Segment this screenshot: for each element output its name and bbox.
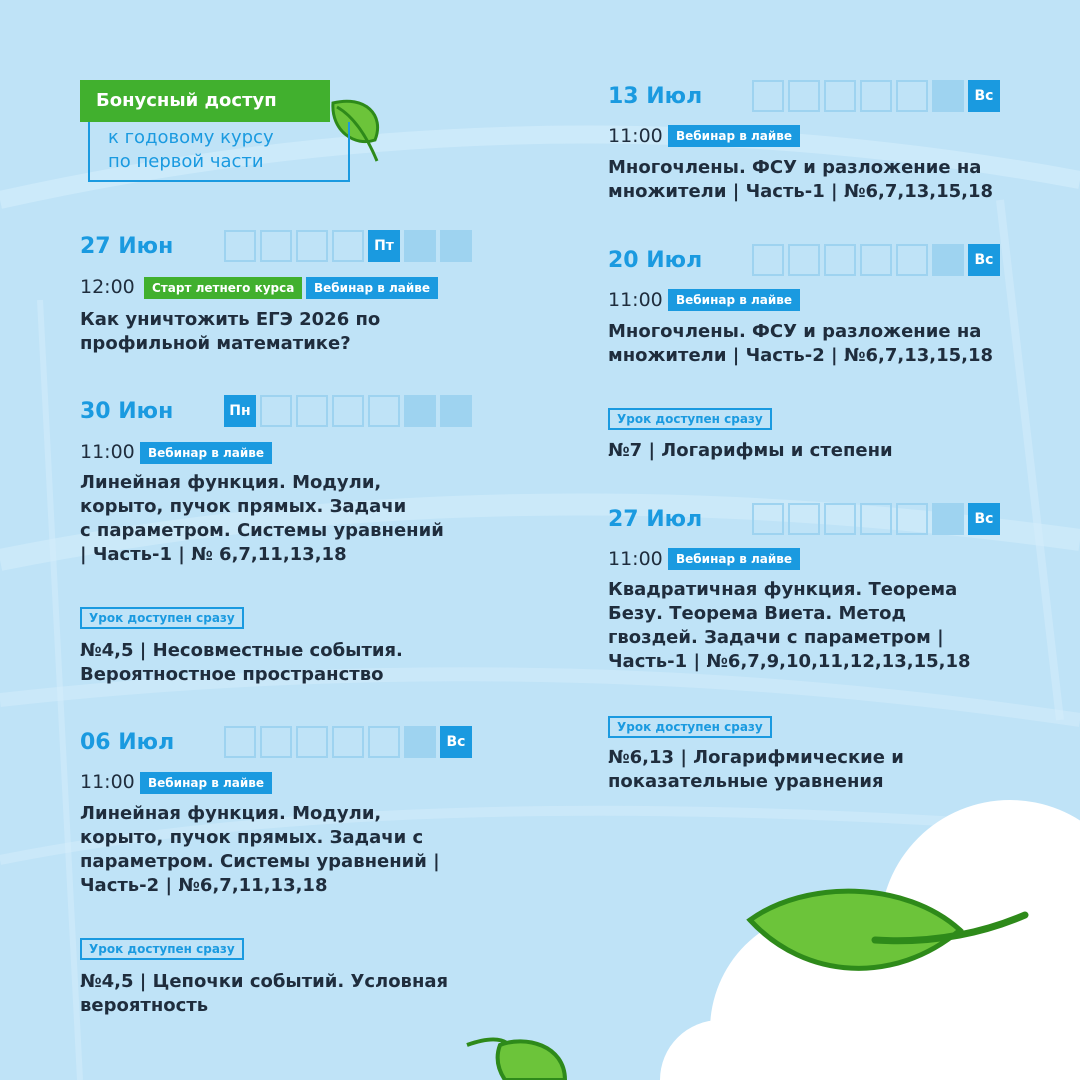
event-date: 06 Июл [80, 730, 175, 755]
bonus-line-2: по первой части [108, 151, 264, 172]
day-cell-weekend [404, 395, 436, 427]
event-title: Квадратичная функция. Теорема Безу. Теорема Виета. Метод гвоздей. Задачи с параметром | Часть-1 | №6,7,9,10,11,12,13,15,18 [608, 579, 971, 672]
bonus-line-1: к годовому курсу [108, 127, 274, 148]
lesson-available-1 [80, 607, 480, 687]
day-cell [296, 726, 328, 758]
leaf-icon-small [465, 1035, 575, 1080]
day-cell-active: Пт [368, 230, 400, 262]
lesson-title: №4,5 | Цепочки событий. Условная вероятность [80, 971, 449, 1016]
event-title: Линейная функция. Модули, корыто, пучок прямых. Задачи с параметром. Системы уравнений | Часть-1 | № 6,7,11,13,18 [80, 472, 444, 565]
event-title: Линейная функция. Модули, корыто, пучок прямых. Задачи с параметром. Системы уравнений | Часть-2 | №6,7,11,13,18 [80, 803, 440, 896]
day-cell-weekend [404, 726, 436, 758]
course-start-badge: Старт летнего курса [144, 277, 302, 299]
webinar-badge: Вебинар в лайве [668, 289, 800, 311]
day-cell-active: Вс [968, 80, 1000, 112]
day-cell-weekend [932, 80, 964, 112]
week-strip [752, 80, 1000, 112]
day-cell-weekend [440, 395, 472, 427]
day-cell-weekend [932, 503, 964, 535]
day-cell [752, 244, 784, 276]
lesson-title: №7 | Логарифмы и степени [608, 440, 893, 461]
available-badge: Урок доступен сразу [80, 938, 244, 960]
lesson-available-2 [80, 938, 500, 1018]
event-title: Многочлены. ФСУ и разложение на множители | Часть-1 | №6,7,13,15,18 [608, 157, 994, 202]
day-cell [788, 503, 820, 535]
day-cell [824, 80, 856, 112]
lesson-available-3 [608, 408, 1028, 468]
event-27-jun [80, 234, 480, 364]
day-cell-active: Вс [968, 503, 1000, 535]
leaf-icon-large [745, 870, 1035, 990]
webinar-badge: Вебинар в лайве [140, 442, 272, 464]
lesson-title: №4,5 | Несовместные события. Вероятностное пространство [80, 640, 403, 685]
event-06-jul [80, 730, 480, 910]
event-title: Как уничтожить ЕГЭ 2026 по профильной математике? [80, 309, 381, 354]
day-cell [860, 503, 892, 535]
webinar-badge: Вебинар в лайве [306, 277, 438, 299]
week-strip [752, 503, 1000, 535]
day-cell-weekend [404, 230, 436, 262]
available-badge: Урок доступен сразу [608, 408, 772, 430]
event-time: 11:00 [608, 125, 663, 147]
day-cell [332, 395, 364, 427]
event-date: 27 Июл [608, 507, 703, 532]
week-strip [224, 230, 472, 262]
day-cell [260, 395, 292, 427]
webinar-badge: Вебинар в лайве [668, 125, 800, 147]
day-cell [896, 503, 928, 535]
day-cell [824, 244, 856, 276]
day-cell [224, 230, 256, 262]
event-time: 12:00 [80, 276, 135, 298]
day-cell [896, 80, 928, 112]
webinar-badge: Вебинар в лайве [140, 772, 272, 794]
day-cell [896, 244, 928, 276]
bonus-description [88, 122, 350, 182]
day-cell [860, 244, 892, 276]
event-time: 11:00 [608, 289, 663, 311]
day-cell [788, 80, 820, 112]
event-time: 11:00 [80, 441, 135, 463]
bonus-card [80, 80, 350, 182]
day-cell-active: Пн [224, 395, 256, 427]
week-strip [224, 395, 472, 427]
event-date: 30 Июн [80, 399, 174, 424]
event-date: 13 Июл [608, 84, 703, 109]
day-cell [296, 395, 328, 427]
event-27-jul [608, 507, 1028, 687]
day-cell [752, 80, 784, 112]
day-cell [788, 244, 820, 276]
lesson-available-4 [608, 716, 1028, 796]
day-cell [860, 80, 892, 112]
day-cell [824, 503, 856, 535]
day-cell [332, 726, 364, 758]
day-cell [368, 726, 400, 758]
bonus-heading: Бонусный доступ [80, 80, 330, 122]
available-badge: Урок доступен сразу [608, 716, 772, 738]
event-date: 27 Июн [80, 234, 174, 259]
event-13-jul [608, 84, 1028, 214]
webinar-badge: Вебинар в лайве [668, 548, 800, 570]
event-time: 11:00 [608, 548, 663, 570]
day-cell-active: Вс [440, 726, 472, 758]
day-cell [260, 230, 292, 262]
day-cell [296, 230, 328, 262]
event-30-jun [80, 399, 480, 579]
event-20-jul [608, 248, 1028, 378]
day-cell [752, 503, 784, 535]
day-cell [332, 230, 364, 262]
lesson-title: №6,13 | Логарифмические и показательные уравнения [608, 747, 904, 792]
day-cell-weekend [932, 244, 964, 276]
event-title: Многочлены. ФСУ и разложение на множители | Часть-2 | №6,7,13,15,18 [608, 321, 994, 366]
day-cell-weekend [440, 230, 472, 262]
event-date: 20 Июл [608, 248, 703, 273]
day-cell [224, 726, 256, 758]
week-strip [752, 244, 1000, 276]
day-cell-active: Вс [968, 244, 1000, 276]
event-time: 11:00 [80, 771, 135, 793]
available-badge: Урок доступен сразу [80, 607, 244, 629]
week-strip [224, 726, 472, 758]
day-cell [368, 395, 400, 427]
day-cell [260, 726, 292, 758]
